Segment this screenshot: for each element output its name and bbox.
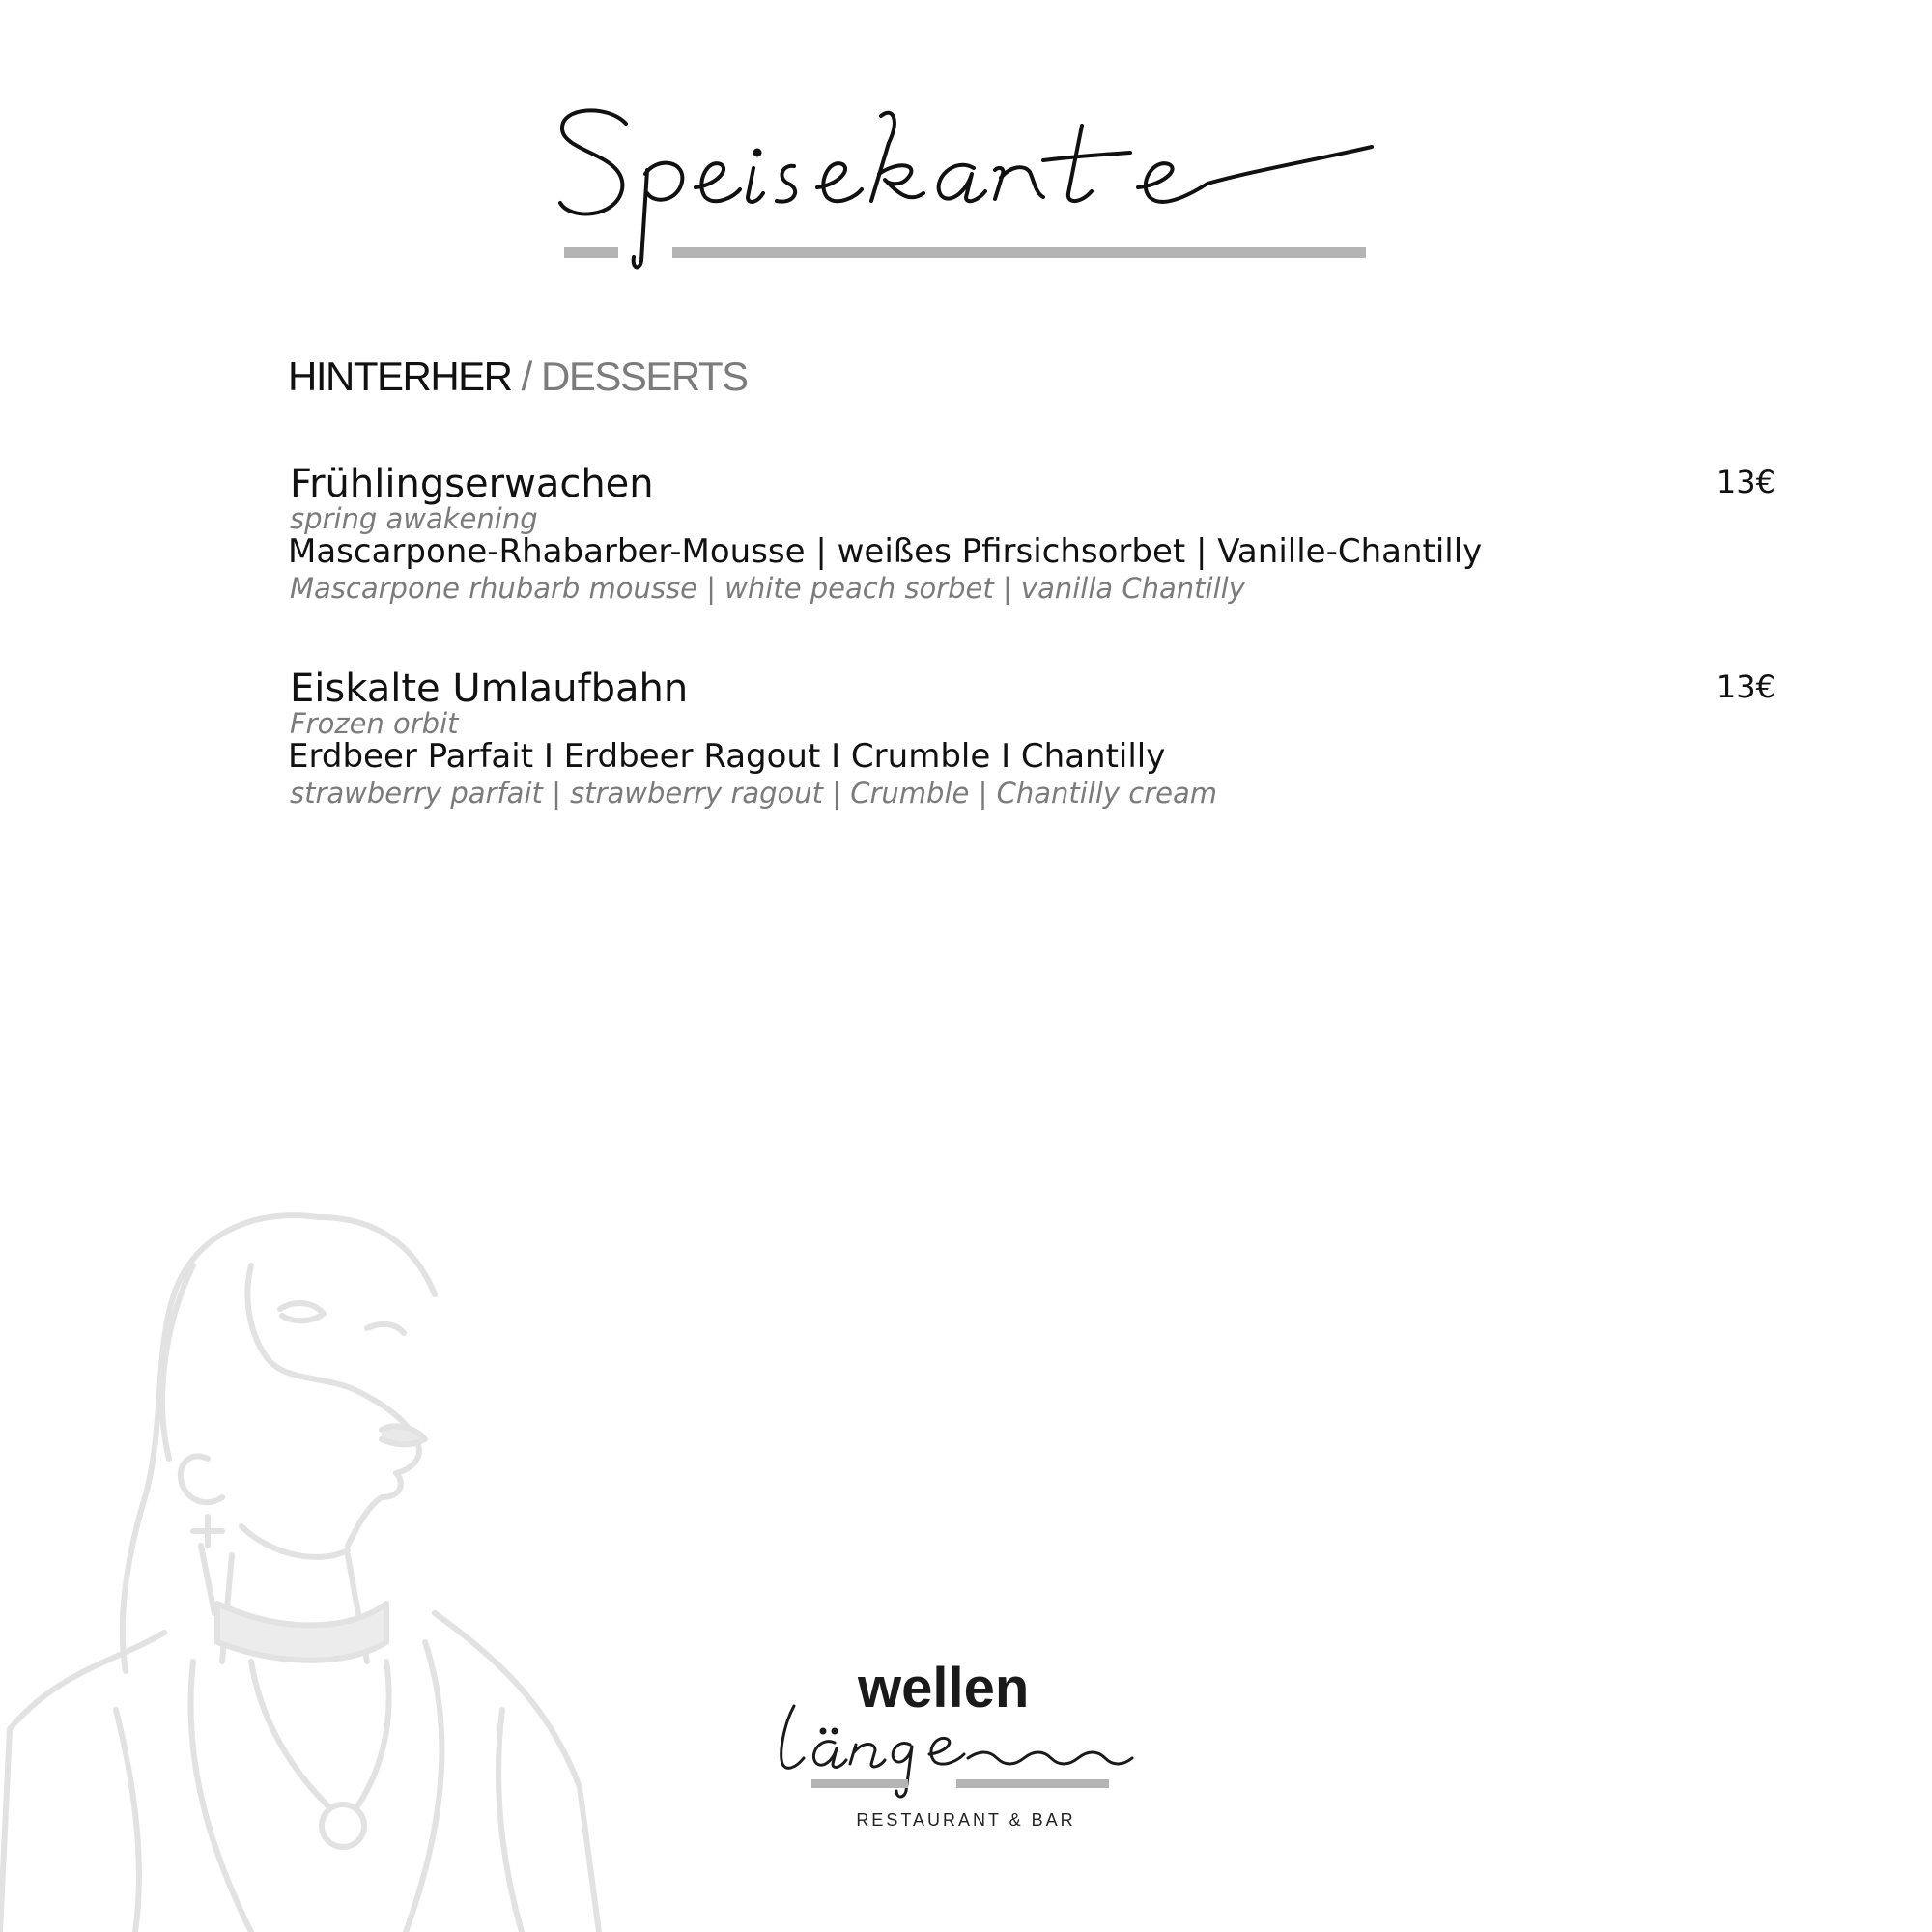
menu-item-price: 13€ bbox=[1716, 464, 1776, 500]
menu-item-description: Mascarpone-Rhabarber-Mousse | weißes Pfirsichsorbet | Vanille-Chantilly bbox=[288, 532, 1483, 571]
logo-word-top: wellen bbox=[858, 1657, 1030, 1719]
menu-item-description-english: strawberry parfait | strawberry ragout | Crumble | Chantilly cream bbox=[290, 777, 1218, 810]
logo-bar-right bbox=[956, 1779, 1109, 1788]
title-underline-short bbox=[564, 247, 618, 258]
logo-tagline: RESTAURANT & BAR bbox=[856, 1810, 1076, 1830]
menu-title bbox=[541, 97, 1391, 270]
menu-item-price: 13€ bbox=[1716, 668, 1776, 705]
restaurant-logo bbox=[775, 1656, 1157, 1830]
woman-portrait-illustration bbox=[0, 1208, 618, 1932]
menu-item-name-english: Frozen orbit bbox=[290, 707, 459, 740]
menu-item-name: Eiskalte Umlaufbahn bbox=[290, 667, 689, 711]
menu-title-script bbox=[541, 97, 1391, 270]
section-heading bbox=[288, 354, 748, 400]
menu-item-name: Frühlingserwachen bbox=[290, 462, 654, 506]
section-heading-primary: HINTERHER bbox=[288, 354, 512, 399]
menu-item-name-english: spring awakening bbox=[290, 502, 538, 535]
section-heading-secondary: DESSERTS bbox=[541, 354, 748, 399]
menu-item-description: Erdbeer Parfait I Erdbeer Ragout I Crumble I Chantilly bbox=[288, 737, 1166, 776]
section-heading-separator: / bbox=[511, 354, 542, 399]
menu-item-description-english: Mascarpone rhubarb mousse | white peach sorbet | vanilla Chantilly bbox=[290, 572, 1245, 605]
title-underline-long bbox=[672, 247, 1366, 258]
logo-bar-left bbox=[811, 1779, 908, 1788]
